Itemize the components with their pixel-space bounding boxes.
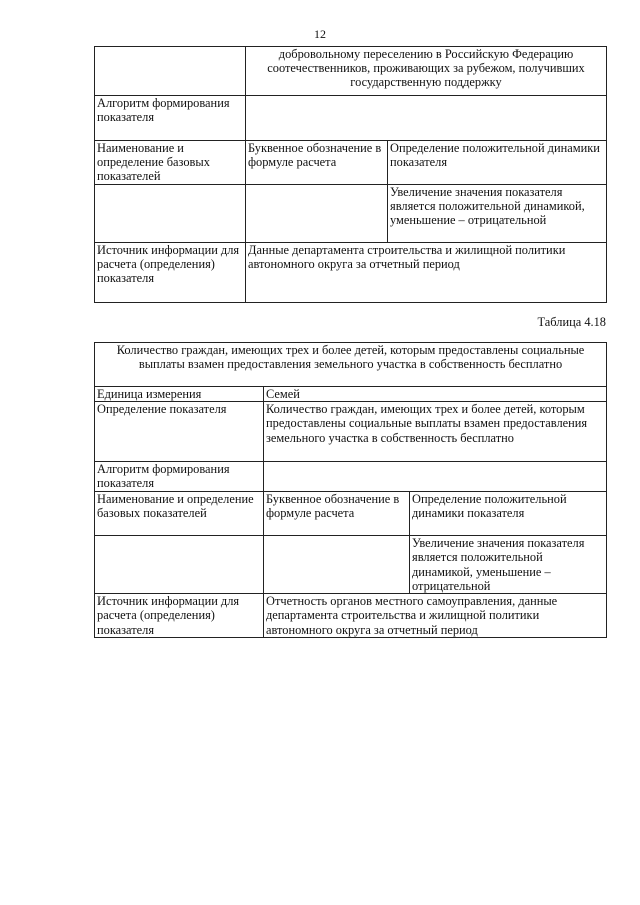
algorithm-value: [264, 462, 607, 492]
table-row: [95, 536, 607, 594]
continuation-text: добровольному переселению в Российскую Федерацию соотечественников, проживающих за рубежом, получивших государственную поддержку: [246, 47, 607, 96]
table-row: [95, 402, 607, 462]
algorithm-label: Алгоритм формирования показателя: [95, 96, 246, 141]
algorithm-label: Алгоритм формирования показателя: [95, 462, 264, 492]
source-value: Отчетность органов местного самоуправления, данные департамента строительства и жилищной политики автономного округа за отчетный период: [264, 594, 607, 638]
definition-label: Определение показателя: [95, 402, 264, 462]
base-indicators-label: Наименование и определение базовых показателей: [95, 492, 264, 536]
table-row: [95, 243, 607, 303]
positive-dynamics-label: Определение положительной динамики показателя: [388, 141, 607, 185]
empty-cell: [95, 536, 264, 594]
table-row: [95, 96, 607, 141]
page-number: 12: [314, 27, 326, 41]
source-label: Источник информации для расчета (определения) показателя: [95, 243, 246, 303]
indicator-table-4-18: [94, 342, 607, 638]
empty-cell: [95, 47, 246, 96]
empty-cell: [264, 536, 410, 594]
indicator-table-continued: [94, 46, 607, 303]
definition-value: Количество граждан, имеющих трех и более детей, которым предоставлены социальные выплаты взамен предоставления земельного участка в собственность бесплатно: [264, 402, 607, 462]
algorithm-value: [246, 96, 607, 141]
unit-label: Единица измерения: [95, 387, 264, 402]
positive-dynamics-value: Увеличение значения показателя является положительной динамикой, уменьшение – отрицательной: [410, 536, 607, 594]
table-row: [95, 47, 607, 96]
source-label: Источник информации для расчета (определения) показателя: [95, 594, 264, 638]
base-indicators-label: Наименование и определение базовых показателей: [95, 141, 246, 185]
table-row: [95, 492, 607, 536]
table-row: [95, 387, 607, 402]
table-title: Количество граждан, имеющих трех и более детей, которым предоставлены социальные выплаты взамен предоставления земельного участка в собственность бесплатно: [95, 343, 607, 387]
table-row: [95, 141, 607, 185]
empty-cell: [246, 185, 388, 243]
source-value: Данные департамента строительства и жилищной политики автономного округа за отчетный период: [246, 243, 607, 303]
letter-designation-label: Буквенное обозначение в формуле расчета: [246, 141, 388, 185]
table-row: [95, 462, 607, 492]
table-caption: Таблица 4.18: [537, 315, 606, 329]
table-row: [95, 185, 607, 243]
positive-dynamics-label: Определение положительной динамики показателя: [410, 492, 607, 536]
positive-dynamics-value: Увеличение значения показателя является положительной динамикой, уменьшение – отрицательной: [388, 185, 607, 243]
letter-designation-label: Буквенное обозначение в формуле расчета: [264, 492, 410, 536]
table-row: [95, 343, 607, 387]
table-row: [95, 594, 607, 638]
empty-cell: [95, 185, 246, 243]
unit-value: Семей: [264, 387, 607, 402]
